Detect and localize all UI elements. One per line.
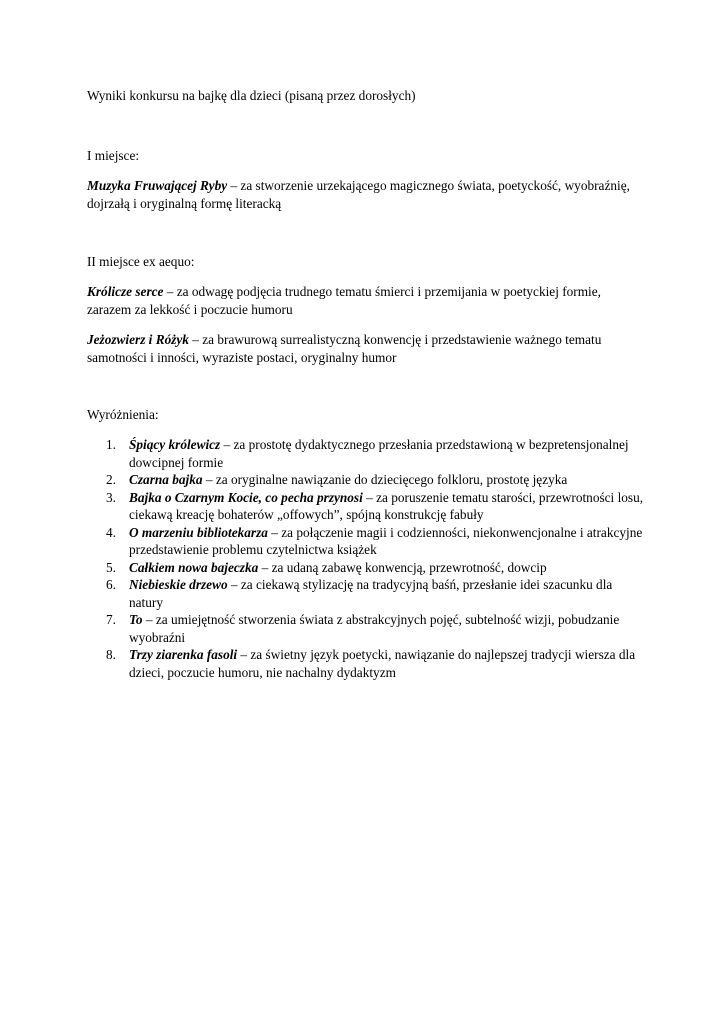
entry-title: Jeżozwierz i Różyk bbox=[87, 332, 189, 347]
honors-list-item bbox=[87, 436, 647, 471]
honors-list-item bbox=[87, 524, 647, 559]
item-description: – za udaną zabawę konwencją, przewrotność, dowcip bbox=[258, 559, 547, 575]
item-number: 7. bbox=[106, 612, 116, 627]
entry-title: Muzyka Fruwającej Ryby bbox=[87, 178, 228, 193]
item-description: – za prostotę dydaktycznego przesłania przedstawioną w bezpretensjonalnej dowcipnej formie bbox=[129, 437, 629, 470]
entry-description: – za stworzenie urzekającego magicznego świata, poetyckość, wyobraźnię, dojrzałą i oryginalną formę literacką bbox=[87, 178, 630, 211]
item-number: 4. bbox=[106, 524, 116, 540]
entry-description: – za odwagę podjęcia trudnego tematu śmierci i przemijania w poetyckiej formie, zarazem za lekkość i poczucie humoru bbox=[87, 284, 601, 317]
item-title: O marzeniu bibliotekarza bbox=[129, 524, 268, 540]
item-number: 1. bbox=[106, 437, 116, 452]
honors-list-item bbox=[87, 646, 647, 681]
honors-list bbox=[87, 436, 647, 681]
honors-list-item bbox=[87, 489, 647, 524]
item-description: – za świetny język poetycki, nawiązanie do najlepszej tradycji wiersza dla dzieci, poczucie humoru, nie nachalny dydaktyzm bbox=[129, 647, 636, 680]
item-number: 6. bbox=[106, 577, 116, 592]
item-description: – za poruszenie tematu starości, przewrotności losu, ciekawą kreację bohaterów „offowych”, spójną konstrukcję fabuły bbox=[129, 489, 644, 522]
item-description: – za połączenie magii i codzienności, niekonwencjonalne i atrakcyjne przedstawienie problemu czytelnictwa książek bbox=[129, 524, 643, 557]
honors-list-item bbox=[87, 611, 647, 646]
item-title: Całkiem nowa bajeczka bbox=[129, 559, 259, 575]
item-title: Bajka o Czarnym Kocie, co pecha przynosi bbox=[129, 489, 363, 505]
item-number: 5. bbox=[106, 559, 116, 575]
item-description: – za oryginalne nawiązanie do dziecięcego folkloru, prostotę języka bbox=[202, 472, 568, 487]
item-number: 8. bbox=[106, 647, 116, 662]
item-title: Czarna bajka bbox=[129, 472, 203, 487]
second-place-heading: II miejsce ex aequo: bbox=[87, 254, 195, 269]
item-description: – za umiejętność stworzenia świata z abstrakcyjnych pojęć, subtelność wizji, pobudzanie wyobraźni bbox=[129, 612, 620, 645]
document-title: Wyniki konkursu na bajkę dla dzieci (pisaną przez dorosłych) bbox=[87, 88, 416, 103]
first-place-entry bbox=[87, 177, 647, 212]
item-title: To bbox=[129, 612, 143, 627]
honors-heading: Wyróżnienia: bbox=[87, 407, 159, 422]
item-title: Niebieskie drzewo bbox=[129, 577, 228, 592]
item-number: 3. bbox=[106, 489, 116, 505]
entry-title: Królicze serce bbox=[87, 284, 164, 299]
honors-list-item bbox=[87, 576, 647, 611]
first-place-heading: I miejsce: bbox=[87, 148, 140, 163]
item-number: 2. bbox=[106, 472, 116, 487]
entry-description: – za brawurową surrealistyczną konwencję i przedstawienie ważnego tematu samotności i inności, wyraziste postaci, oryginalny humor bbox=[87, 332, 602, 365]
second-place-entry bbox=[87, 331, 647, 366]
item-title: Śpiący królewicz bbox=[129, 437, 221, 452]
honors-list-item bbox=[87, 471, 647, 489]
honors-list-item bbox=[87, 559, 647, 577]
second-place-entry bbox=[87, 283, 647, 318]
item-title: Trzy ziarenka fasoli bbox=[129, 647, 238, 662]
item-description: – za ciekawą stylizację na tradycyjną baśń, przesłanie idei szacunku dla natury bbox=[129, 577, 613, 610]
